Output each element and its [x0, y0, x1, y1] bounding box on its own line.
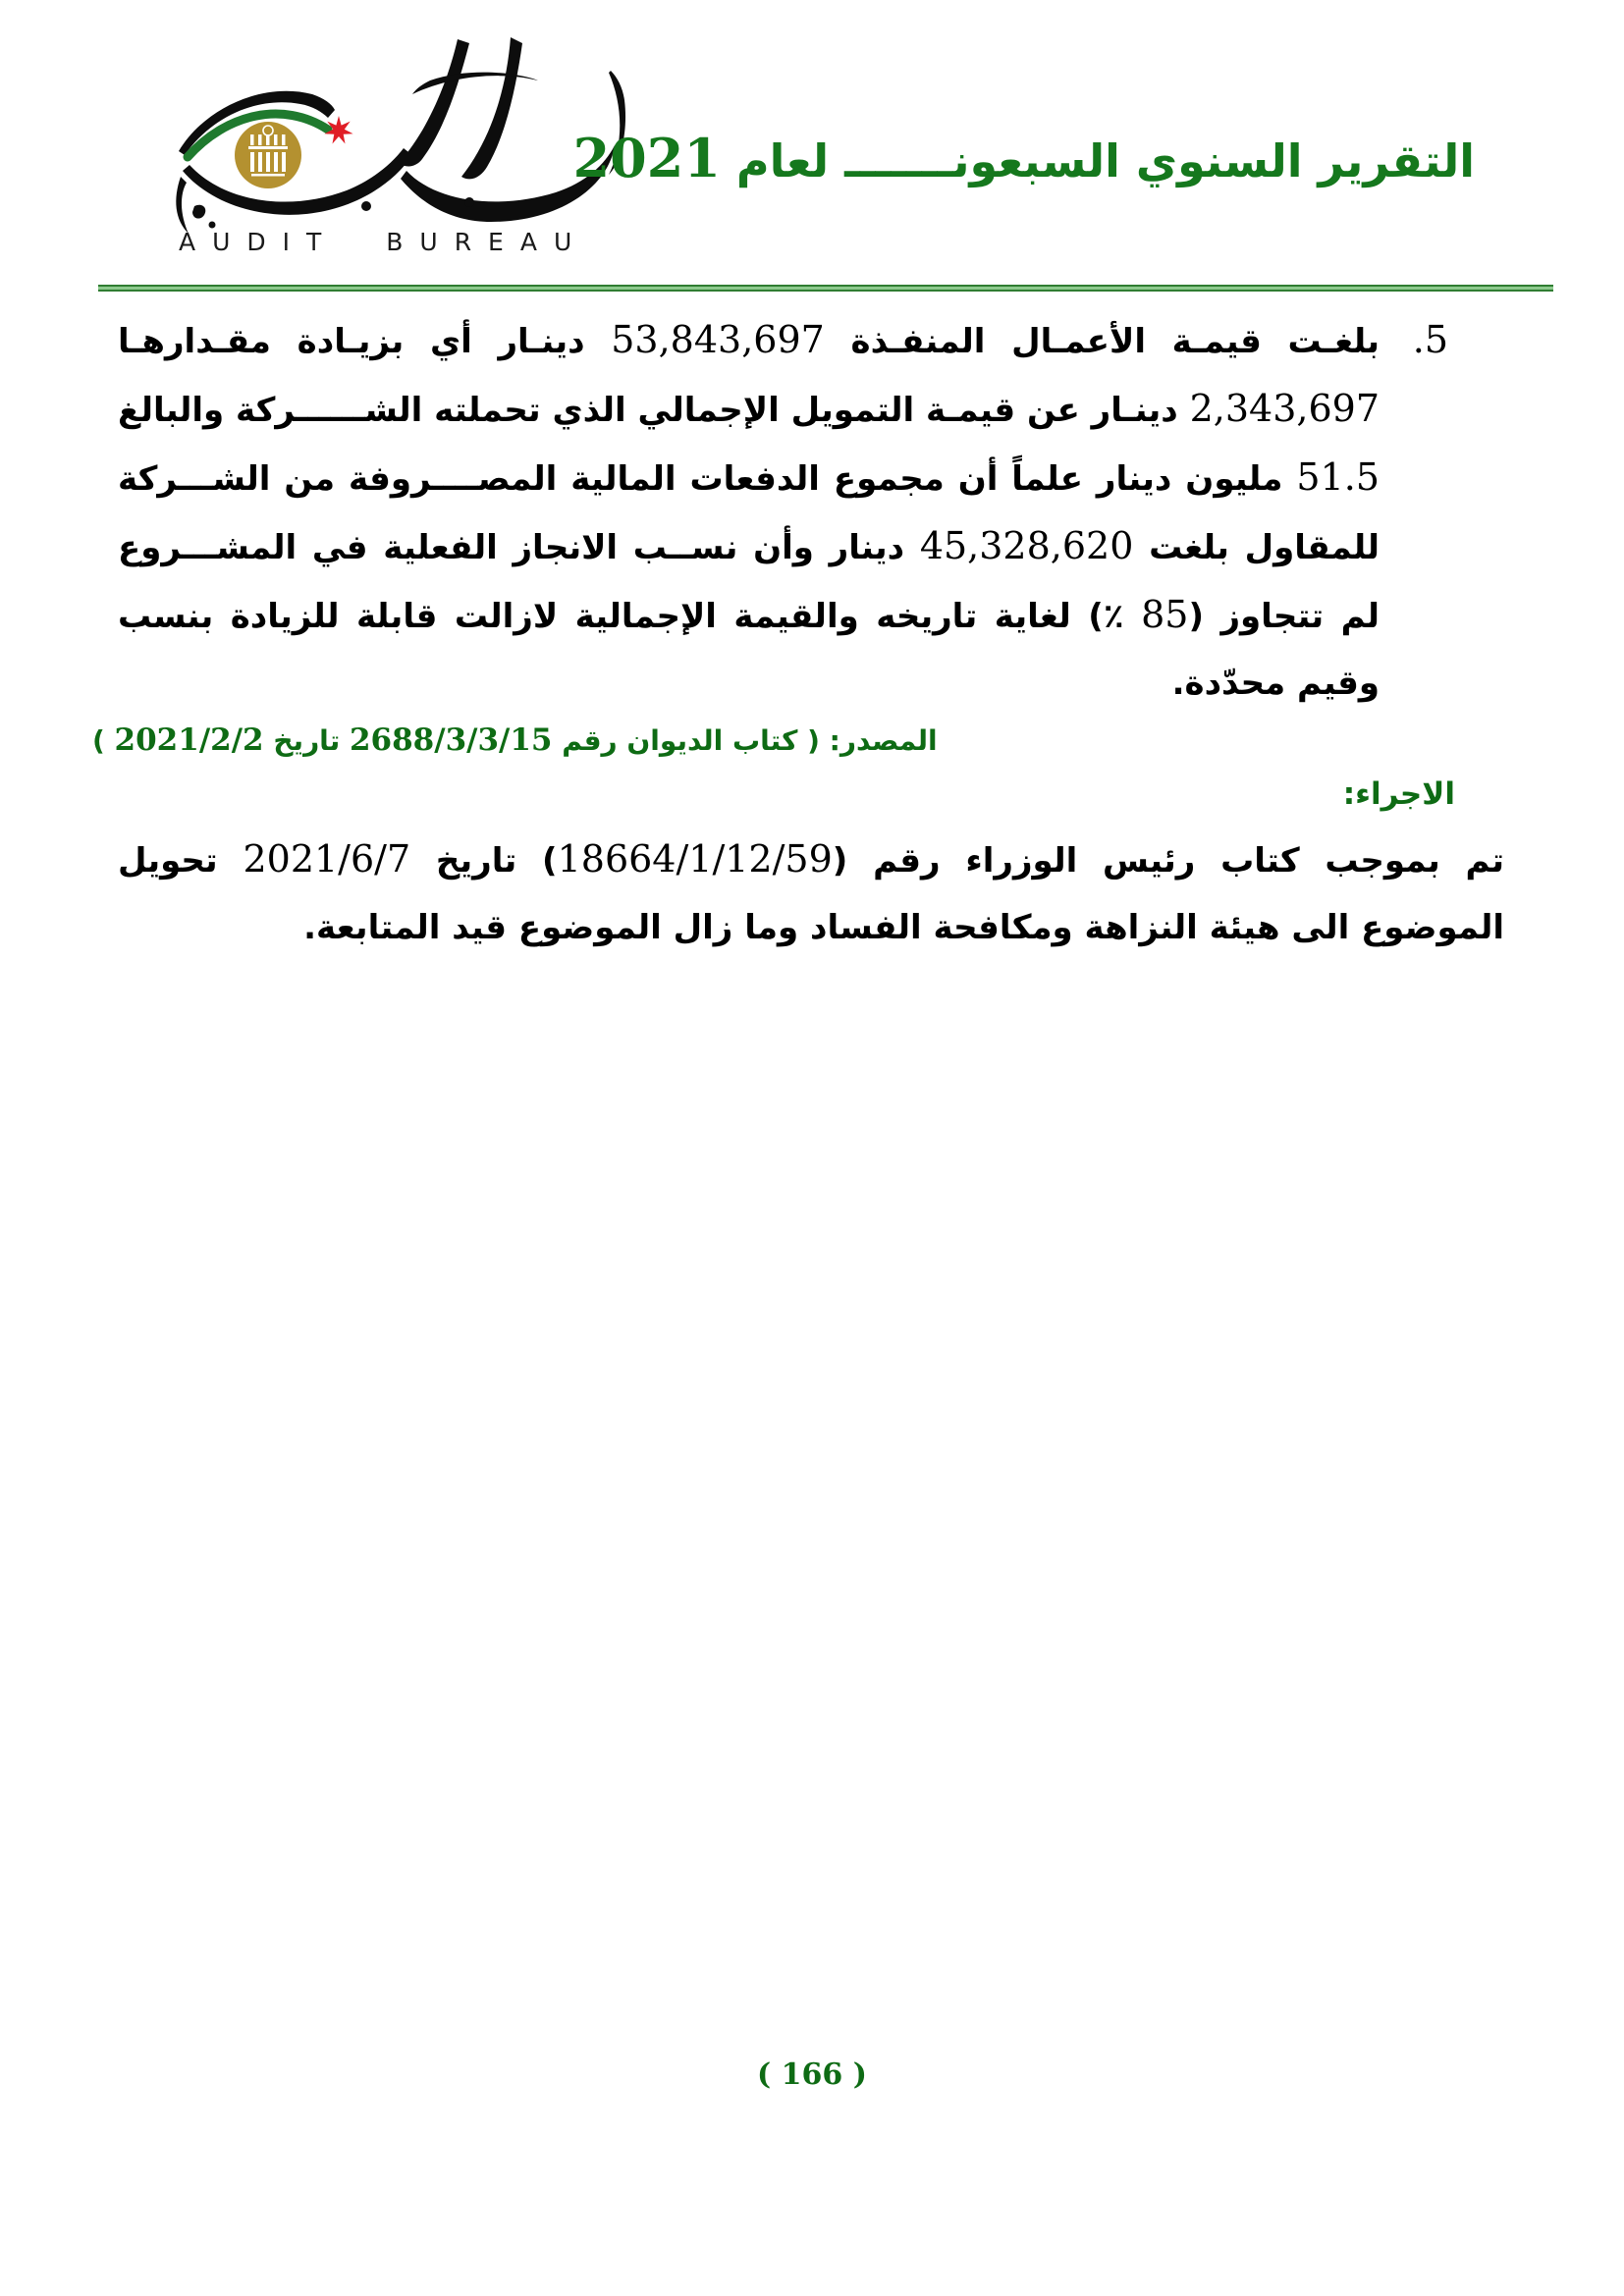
header-divider — [98, 285, 1553, 292]
page-content — [92, 306, 1504, 961]
report-title-arabic: التقرير السنوي السبعونـــــــ لعام — [720, 134, 1475, 187]
finding-item-5-text — [118, 306, 1380, 717]
text-segment: دينـار أي بزيـادة مقـدارهـا — [118, 322, 612, 361]
report-title — [573, 118, 1475, 201]
audit-bureau-logo — [165, 37, 626, 265]
pm-letter-number: 18664/1/12/59 — [557, 837, 833, 881]
text-segment: دينار وأن نســب الانجاز الفعلية في المشـــروع لم تتجاوز ( — [118, 528, 1380, 636]
logo-latin-name: AUDIT BUREAU — [179, 228, 589, 256]
text-segment: مليون دينار علماً أن مجموع الدفعات المالية المصــــروفة من الشـــركة للمقاول بلغت — [118, 459, 1380, 567]
amount-executed-works: 53,843,697 — [611, 318, 825, 361]
procedure-heading: الاجراء: — [1342, 776, 1455, 812]
text-segment: بلغـت قيمـة الأعمـال المنفـذة — [824, 322, 1380, 361]
gold-medallion — [235, 122, 301, 188]
text-segment: ) — [92, 724, 115, 757]
text-segment: ٪) لغاية تاريخه والقيمة الإجمالية لازالت قابلة للزيادة بنسب وقيم محدّدة. — [118, 597, 1380, 703]
text-segment: ) تاريخ — [410, 841, 558, 881]
pm-letter-date: 2021/6/7 — [243, 837, 411, 881]
text-segment: المصدر: ( كتاب الديوان رقم — [552, 724, 938, 757]
text-segment: دينـار عن قيمـة التمويل الإجمالي الذي تحملته الشــــــركة والبالغ — [118, 391, 1190, 430]
procedure-text — [118, 826, 1504, 961]
finding-item-5 — [118, 306, 1448, 717]
text-segment: تحويل الموضوع الى هيئة النزاهة ومكافحة الفساد وما زال الموضوع قيد المتابعة. — [118, 841, 1504, 947]
item-number: 5. — [1412, 318, 1448, 361]
text-segment: تاريخ — [263, 724, 350, 757]
report-title-year: 2021 — [572, 127, 721, 189]
text-segment: تم بموجب كتاب رئيس الوزراء رقم ( — [832, 841, 1504, 881]
amount-increase: 2,343,697 — [1189, 387, 1380, 430]
page-number: ( 166 ) — [757, 2057, 867, 2092]
source-line — [92, 719, 1504, 763]
completion-percentage: 85 — [1141, 593, 1189, 636]
bureau-letter-number: 2688/3/3/15 — [349, 722, 553, 758]
bureau-letter-date: 2021/2/2 — [114, 722, 264, 758]
amount-paid-to-contractor: 45,328,620 — [919, 524, 1134, 567]
amount-total-funding-millions: 51.5 — [1296, 455, 1380, 499]
